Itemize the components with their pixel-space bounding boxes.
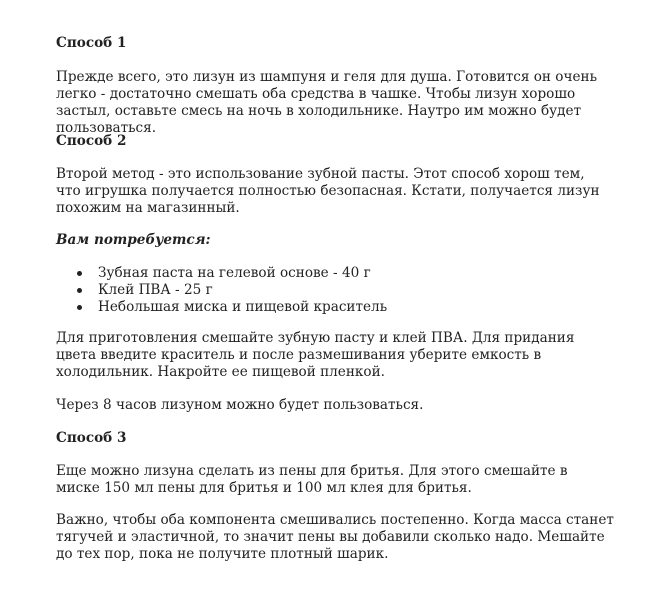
ingredients-list [56,265,616,316]
section-2-paragraph-1: Для приготовления смешайте зубную пасту и клей ПВА. Для придания цвета введите краситель и после размешивания уберите емкость в холодильник. Накройте ее пищевой пленкой. [56,330,575,380]
list-item: Небольшая миска и пищевой краситель [56,299,616,316]
section-3-heading: Способ 3 [56,430,127,446]
section-2-intro: Второй метод - это использование зубной пасты. Этот способ хорош тем, что игрушка получается полностью безопасная. Кстати, получается лизун похожим на магазинный. [56,166,600,216]
section-2-heading: Способ 2 [56,133,127,149]
section-3-paragraph-2: Важно, чтобы оба компонента смешивались постепенно. Когда масса станет тягучей и эластичной, то значит пены вы добавили сколько надо. Мешайте до тех пор, пока не получите плотный шарик. [56,512,614,562]
needs-label: Вам потребуется: [56,232,211,248]
list-item: Клей ПВА - 25 г [56,282,616,299]
section-1-heading: Способ 1 [56,35,127,51]
section-3-paragraph-1: Еще можно лизуна сделать из пены для бритья. Для этого смешайте в миске 150 мл пены для бритья и 100 мл клея для бритья. [56,463,568,496]
section-2-paragraph-2: Через 8 часов лизуном можно будет пользоваться. [56,397,424,413]
list-item: Зубная паста на гелевой основе - 40 г [56,265,616,282]
section-1-paragraph: Прежде всего, это лизун из шампуня и геля для душа. Готовится он очень легко - достаточно смешать оба средства в чашке. Чтобы лизун хорошо застыл, оставьте смесь на ночь в холодильнике. Наутро им можно будет пользоваться. [56,69,597,136]
